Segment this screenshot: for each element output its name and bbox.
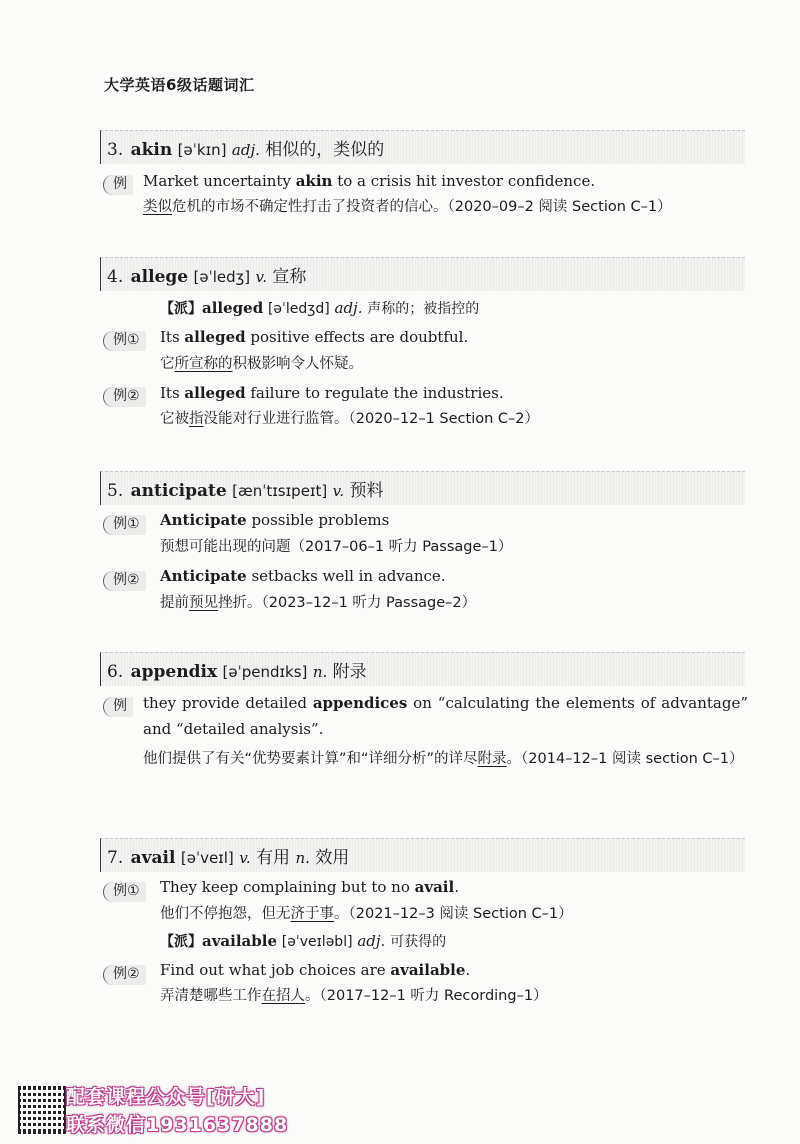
derivative: 【派】alleged [əˈledʒd] adj. 声称的；被指控的 [160, 299, 480, 317]
headword: avail [130, 848, 176, 868]
phonetic: [ænˈtɪsɪpeɪt] [232, 482, 328, 500]
example-english: Its alleged positive effects are doubtful. [160, 328, 469, 346]
meaning: 有用 [256, 848, 291, 868]
entry-avail [100, 838, 745, 872]
example-english: Anticipate possible problems [160, 511, 390, 529]
part-of-speech: v. [239, 849, 251, 867]
example-english: Its alleged failure to regulate the industries. [160, 384, 504, 402]
phonetic: [əˈpendɪks] [222, 663, 308, 681]
derivative: 【派】available [əˈveɪləbl] adj. 可获得的 [160, 932, 447, 950]
meaning-2: 效用 [315, 848, 350, 868]
example-badge: 例① [103, 515, 146, 535]
part-of-speech-2: n. [295, 849, 310, 867]
entry-number: 6. [107, 662, 124, 682]
example-badge: 例① [103, 331, 146, 351]
example-chinese: 他们提供了有关“优势要素计算”和“详细分析”的详尽附录。（2014–12–1 阅读 section C–1） [143, 751, 744, 767]
example-badge: 例② [103, 965, 146, 985]
meaning: 预料 [349, 481, 384, 501]
example-badge: 例 [103, 697, 133, 717]
example-english: They keep complaining but to no avail. [160, 878, 459, 896]
example-english: they provide detailed appendices on “calculating the elements of advantage” and “detailed analysis”. [143, 694, 748, 738]
entry-number: 7. [107, 848, 124, 868]
example-english: Market uncertainty akin to a crisis hit investor confidence. [143, 172, 596, 190]
entry-anticipate [100, 471, 745, 505]
phonetic: [əˈkɪn] [177, 141, 227, 159]
example-badge: 例 [103, 175, 133, 195]
example-chinese: 它被指没能对行业进行监管。（2020–12–1 Section C–2） [160, 411, 540, 427]
entry-akin [100, 130, 745, 164]
example-english: Anticipate setbacks well in advance. [160, 567, 446, 585]
entry-title [100, 471, 745, 505]
entry-number: 3. [107, 140, 124, 160]
example-english: Find out what job choices are available. [160, 961, 471, 979]
promo-line-2: 联系微信1931637888 [66, 1114, 289, 1136]
entry-title [100, 652, 745, 686]
example-badge: 例② [103, 387, 146, 407]
phonetic: [əˈledʒ] [193, 268, 251, 286]
entry-allege [100, 257, 745, 291]
entry-title [100, 257, 745, 291]
phonetic: [əˈveɪl] [180, 849, 234, 867]
entry-number: 5. [107, 481, 124, 501]
part-of-speech: adj. [231, 141, 260, 159]
example-chinese: 类似危机的市场不确定性打击了投资者的信心。（2020–09–2 阅读 Section C–1） [143, 199, 672, 215]
example-chinese: 他们不停抱怨，但无济于事。（2021–12–3 阅读 Section C–1） [160, 906, 573, 922]
headword: appendix [130, 662, 218, 682]
entry-title [100, 130, 745, 164]
meaning: 附录 [332, 662, 367, 682]
example-badge: 例① [103, 882, 146, 902]
example-badge: 例② [103, 571, 146, 591]
headword: allege [130, 267, 189, 287]
entry-number: 4. [107, 267, 124, 287]
entry-title [100, 838, 745, 872]
example-chinese: 提前预见挫折。（2023–12–1 听力 Passage–2） [160, 595, 477, 611]
example-chinese: 预想可能出现的问题（2017–06–1 听力 Passage–1） [160, 539, 513, 555]
promo-line-1: 配套课程公众号[研大] [66, 1086, 266, 1108]
headword: anticipate [130, 481, 227, 501]
example-chinese: 它所宣称的积极影响令人怀疑。 [160, 356, 363, 372]
running-header: 大学英语6级话题词汇 [104, 76, 255, 94]
meaning: 相似的，类似的 [265, 140, 385, 160]
part-of-speech: n. [312, 663, 328, 681]
meaning: 宣称 [272, 267, 307, 287]
promo-footer [18, 1082, 318, 1138]
entry-appendix [100, 652, 745, 686]
qr-code-icon [18, 1086, 66, 1134]
part-of-speech: v. [332, 482, 345, 500]
part-of-speech: v. [255, 268, 268, 286]
example-chinese: 弄清楚哪些工作在招人。（2017–12–1 听力 Recording–1） [160, 988, 548, 1004]
headword: akin [130, 140, 173, 160]
